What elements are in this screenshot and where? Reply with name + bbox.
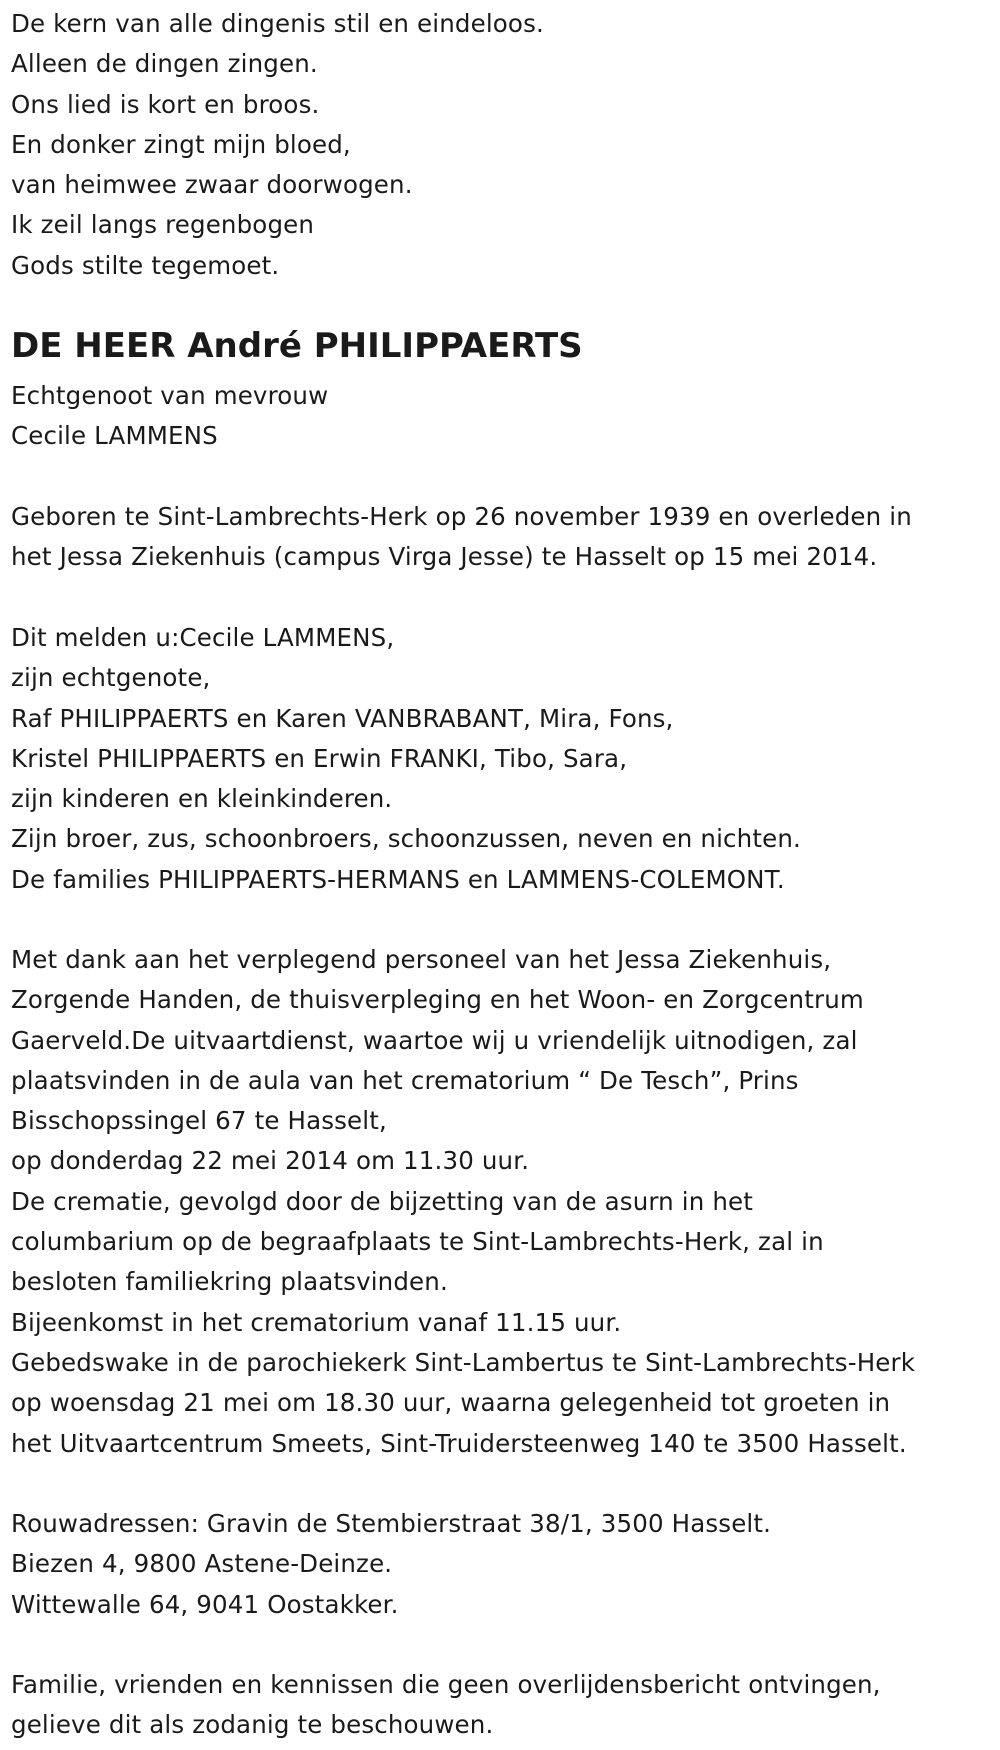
spouse-info	[11, 376, 996, 457]
address-line: Wittewalle 64, 9041 Oostakker.	[11, 1589, 399, 1619]
closing-line: gelieve dit als zodanig te beschouwen.	[11, 1710, 494, 1740]
service-line: Zorgende Handen, de thuisverpleging en het Woon- en Zorgcentrum	[11, 985, 864, 1015]
service-line: besloten familiekring plaatsvinden.	[11, 1267, 448, 1297]
service-line: Gebedswake in de parochiekerk Sint-Lambertus te Sint-Lambrechts-Herk	[11, 1347, 916, 1377]
family-announcement	[11, 618, 996, 900]
family-line: zijn kinderen en kleinkinderen.	[11, 784, 393, 814]
poem-line: Ons lied is kort en broos.	[11, 89, 320, 119]
service-line: Met dank aan het verplegend personeel van het Jessa Ziekenhuis,	[11, 945, 832, 974]
poem	[11, 4, 996, 286]
service-line: plaatsvinden in de aula van het crematorium “ De Tesch”, Prins	[11, 1065, 799, 1095]
poem-line: De kern van alle dingenis stil en eindeloos.	[11, 9, 544, 38]
service-line: Bijeenkomst in het crematorium vanaf 11.15 uur.	[11, 1307, 622, 1337]
family-line: zijn echtgenote,	[11, 663, 211, 693]
deceased-name-heading: DE HEER André PHILIPPAERTS	[11, 326, 583, 366]
family-line: De families PHILIPPAERTS-HERMANS en LAMMENS-COLEMONT.	[11, 864, 785, 894]
family-line: Dit melden u:Cecile LAMMENS,	[11, 623, 395, 652]
birth-death-line: Geboren te Sint-Lambrechts-Herk op 26 november 1939 en overleden in	[11, 502, 912, 531]
spouse-line: Echtgenoot van mevrouw	[11, 381, 329, 410]
family-line: Zijn broer, zus, schoonbroers, schoonzussen, neven en nichten.	[11, 824, 801, 854]
address-line: Biezen 4, 9800 Astene-Deinze.	[11, 1549, 393, 1579]
family-line: Raf PHILIPPAERTS en Karen VANBRABANT, Mira, Fons,	[11, 703, 674, 733]
birth-death-info	[11, 497, 996, 578]
poem-line: Gods stilte tegemoet.	[11, 250, 280, 280]
poem-line: Ik zeil langs regenbogen	[11, 210, 315, 240]
closing-line: Familie, vrienden en kennissen die geen overlijdensbericht ontvingen,	[11, 1670, 881, 1699]
service-line: columbarium op de begraafplaats te Sint-Lambrechts-Herk, zal in	[11, 1227, 824, 1257]
poem-line: En donker zingt mijn bloed,	[11, 129, 351, 159]
service-line: het Uitvaartcentrum Smeets, Sint-Truidersteenweg 140 te 3500 Hasselt.	[11, 1428, 907, 1458]
address-line: Rouwadressen: Gravin de Stembierstraat 38/1, 3500 Hasselt.	[11, 1509, 772, 1538]
birth-death-line: het Jessa Ziekenhuis (campus Virga Jesse) te Hasselt op 15 mei 2014.	[11, 542, 878, 572]
service-line: De crematie, gevolgd door de bijzetting van de asurn in het	[11, 1186, 754, 1216]
closing-note	[11, 1665, 996, 1746]
poem-line: Alleen de dingen zingen.	[11, 49, 318, 79]
service-line: op donderdag 22 mei 2014 om 11.30 uur.	[11, 1146, 530, 1176]
service-line: op woensdag 21 mei om 18.30 uur, waarna gelegenheid tot groeten in	[11, 1388, 891, 1418]
family-line: Kristel PHILIPPAERTS en Erwin FRANKI, Tibo, Sara,	[11, 743, 628, 773]
service-details	[11, 940, 996, 1464]
spouse-line: Cecile LAMMENS	[11, 421, 218, 451]
condolence-addresses	[11, 1504, 996, 1625]
poem-line: van heimwee zwaar doorwogen.	[11, 170, 413, 200]
service-line: Bisschopssingel 67 te Hasselt,	[11, 1106, 387, 1136]
service-line: Gaerveld.De uitvaartdienst, waartoe wij u vriendelijk uitnodigen, zal	[11, 1025, 858, 1055]
